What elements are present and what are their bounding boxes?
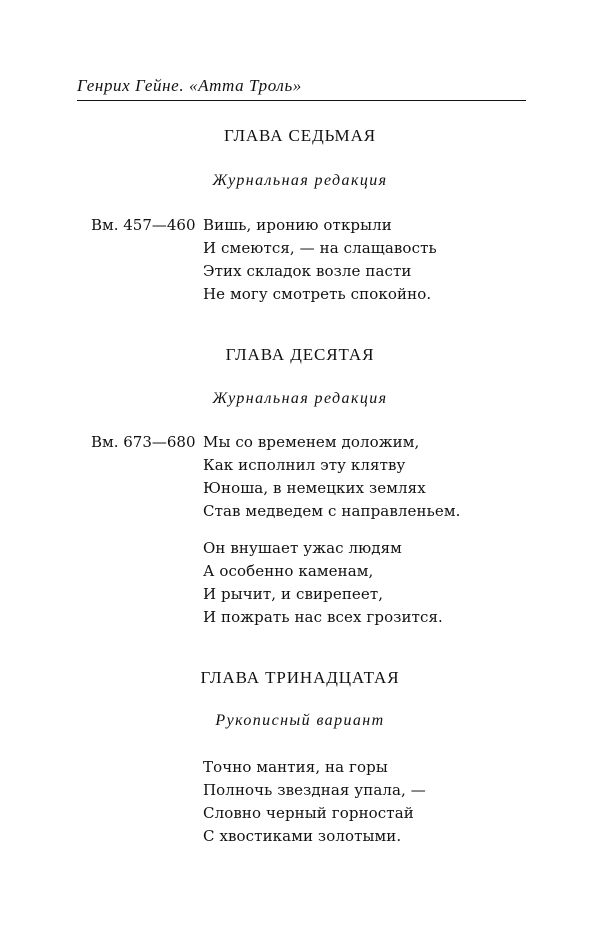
verse-reference: Вм. 673—680	[91, 433, 196, 451]
verse-line: С хвостиками золотыми.	[203, 827, 402, 845]
edition-note: Рукописный вариант	[215, 712, 385, 729]
verse-reference: Вм. 457—460	[91, 216, 196, 234]
verse-line: А особенно каменам,	[203, 562, 374, 580]
verse-line: Став медведем с направленьем.	[203, 502, 461, 520]
verse-line: Мы со временем доложим,	[203, 433, 420, 451]
chapter-title: ГЛАВА ТРИНАДЦАТАЯ	[200, 668, 400, 687]
verse-line: И рычит, и свирепеет,	[203, 585, 384, 603]
verse-line: Как исполнил эту клятву	[203, 456, 406, 474]
verse-line: Не могу смотреть спокойно.	[203, 285, 432, 303]
running-title: Генрих Гейне. «Атта Троль»	[77, 76, 302, 95]
stanza	[203, 756, 426, 848]
chapter-title: ГЛАВА СЕДЬМАЯ	[224, 126, 376, 145]
stanza	[203, 431, 460, 523]
verse-line: Полночь звездная упала, —	[203, 781, 426, 799]
verse-line: Вишь, иронию открыли	[203, 216, 392, 234]
verse-line: И пожрать нас всех грозится.	[203, 608, 443, 626]
verse-line: Этих складок возле пасти	[203, 262, 412, 280]
verse-line: И смеются, — на слащавость	[203, 239, 437, 257]
verse-line: Точно мантия, на горы	[203, 758, 388, 776]
verse-line: Юноша, в немецких землях	[203, 479, 426, 497]
stanza	[203, 537, 443, 629]
chapter-title: ГЛАВА ДЕСЯТАЯ	[225, 345, 375, 364]
verse-line: Он внушает ужас людям	[203, 539, 402, 557]
header-rule	[77, 100, 526, 101]
edition-note: Журнальная редакция	[212, 390, 388, 407]
verse-line: Словно черный горностай	[203, 804, 414, 822]
stanza	[203, 214, 437, 306]
edition-note: Журнальная редакция	[212, 172, 388, 189]
